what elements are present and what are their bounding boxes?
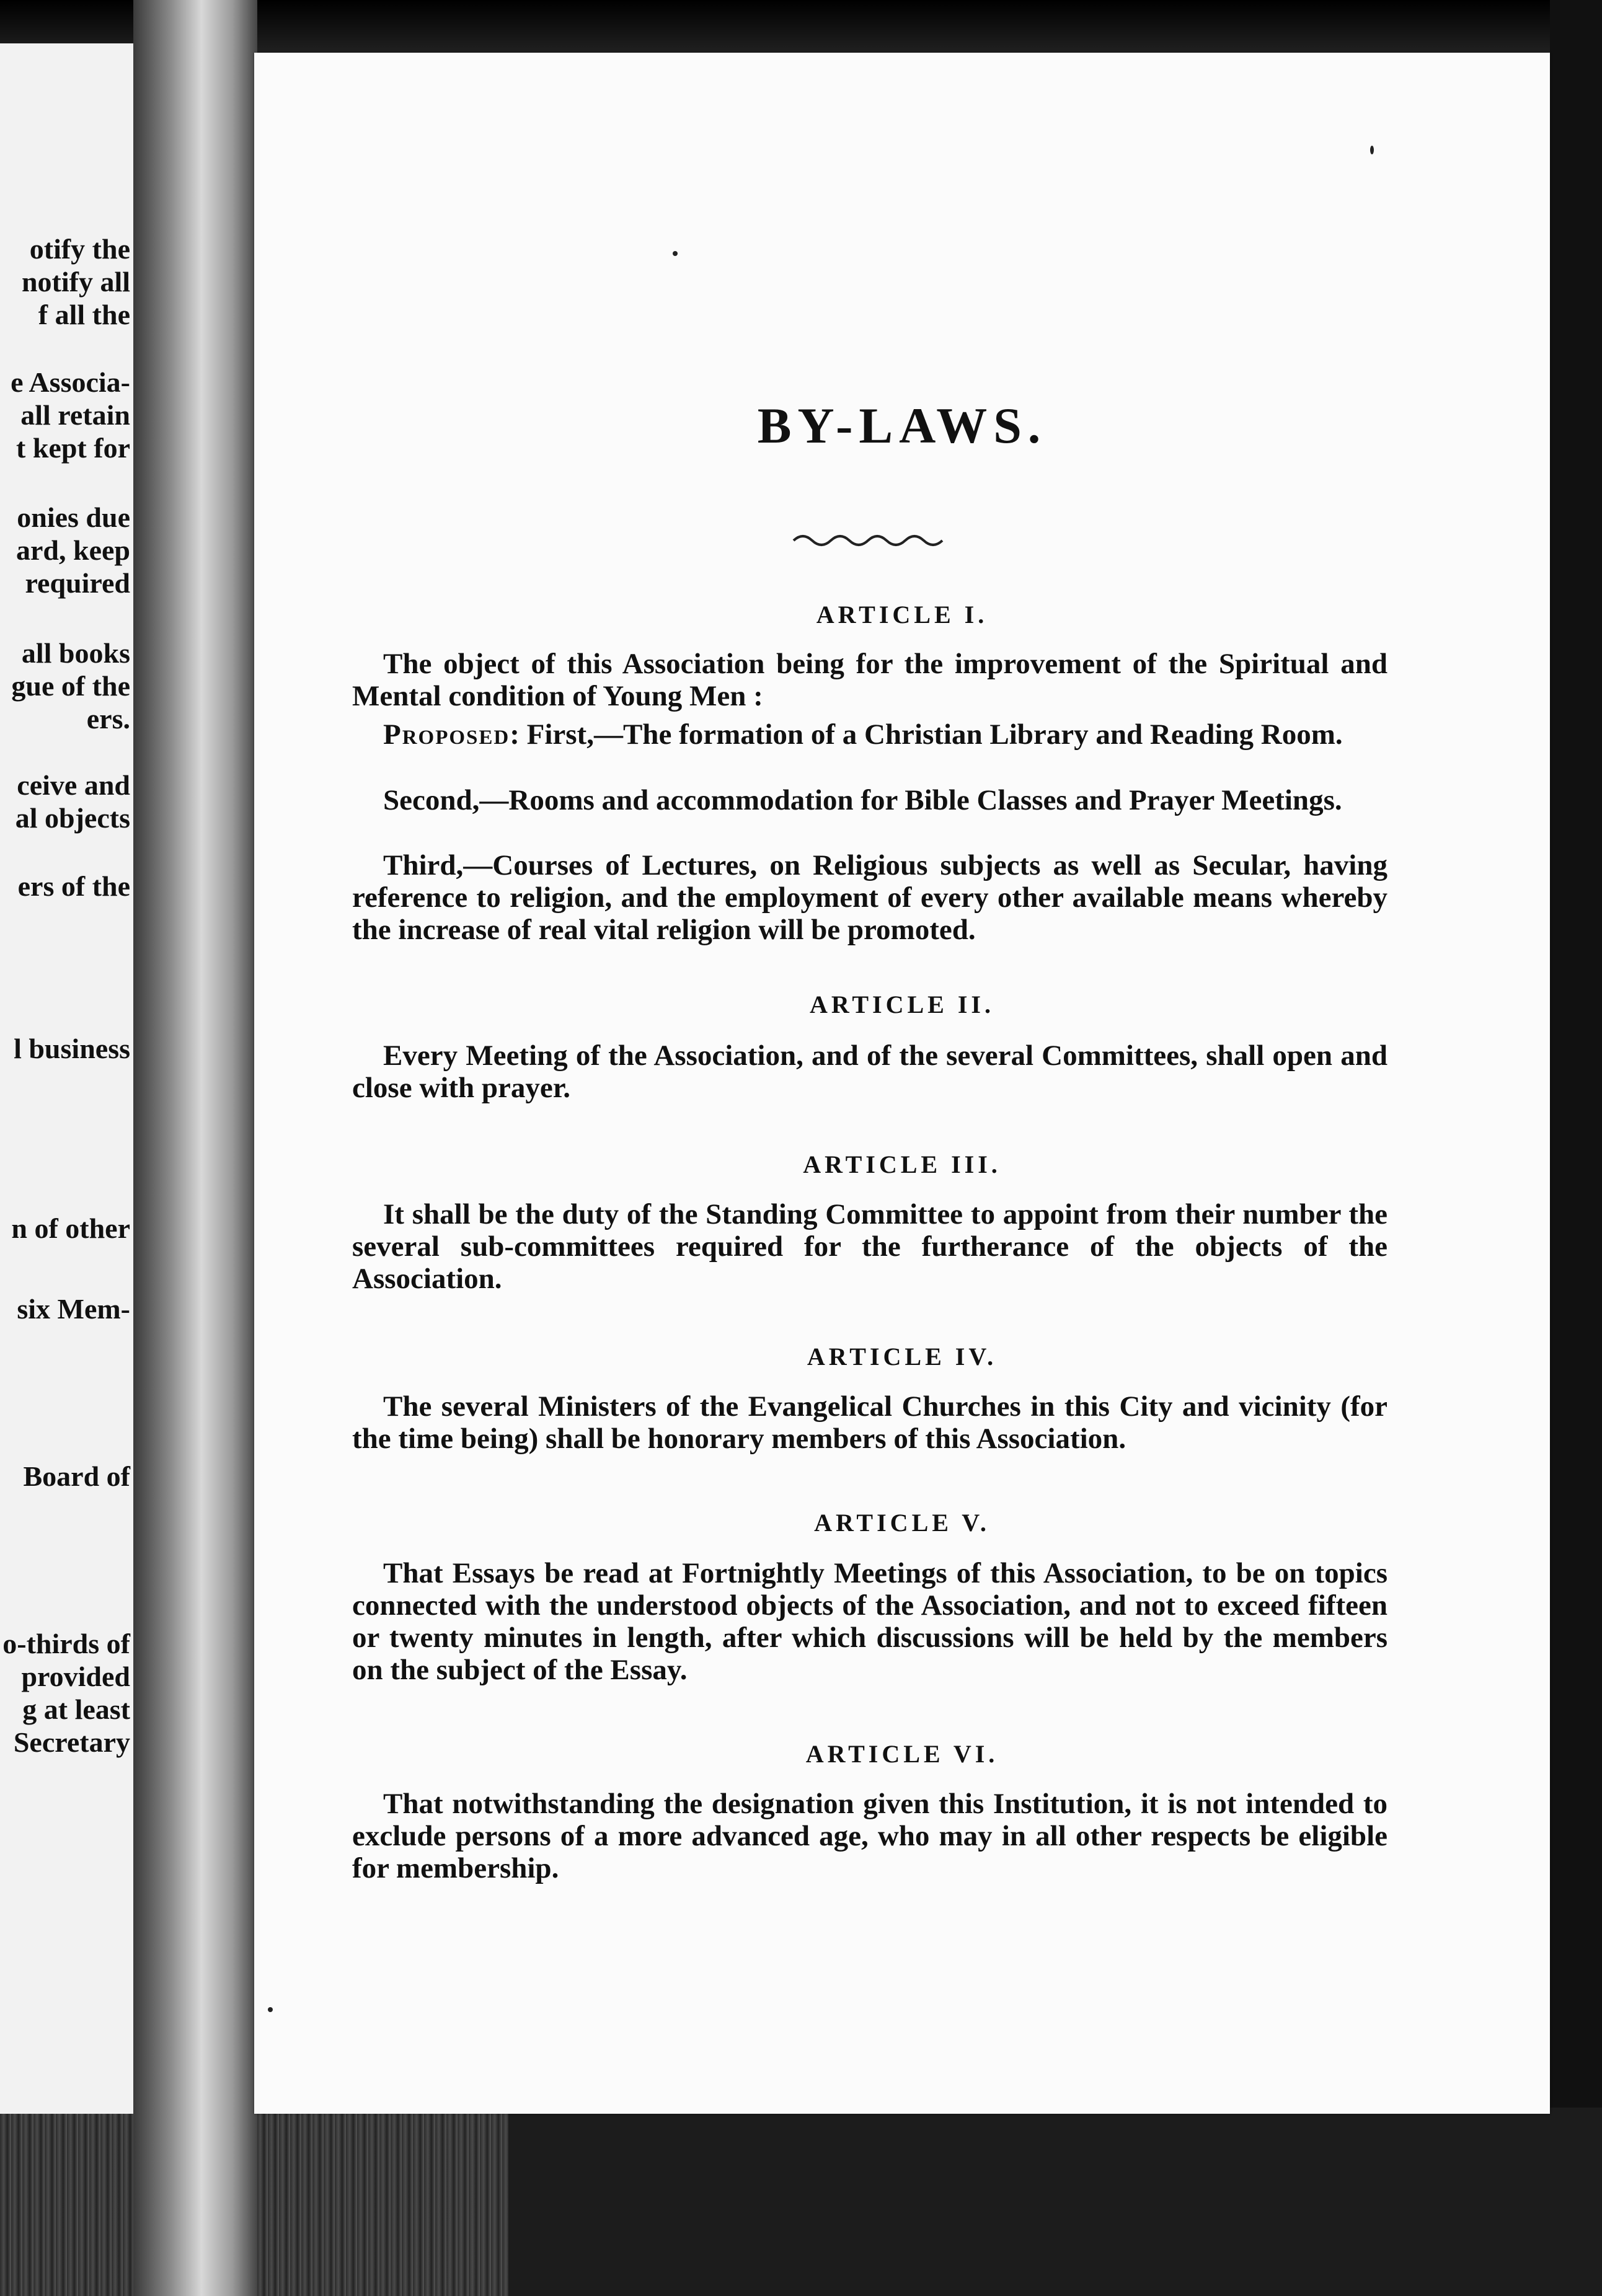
left-line: g at least [22, 1693, 130, 1725]
left-line: all retain [20, 399, 130, 431]
speck [268, 2007, 273, 2012]
article-3-heading: ARTICLE III. [803, 1150, 1001, 1178]
article-1-heading: ARTICLE I. [816, 601, 988, 629]
article-1-third [352, 849, 1387, 946]
article-6-text [352, 1788, 1387, 1884]
article-2-heading: ARTICLE II. [810, 991, 994, 1018]
article-1-intro [352, 648, 1387, 712]
article-1-third-text: Third,—Courses of Lectures, on Religious subjects as well as Secular, having reference to religion, and the employment of every other available means whereby the increase of real vital religion will be promoted. [352, 849, 1387, 946]
article-4-heading: ARTICLE IV. [807, 1343, 998, 1371]
proposed-text: : First,—The formation of a Christian Library and Reading Room. [510, 718, 1343, 751]
proposed-label: Proposed [383, 718, 510, 751]
wavy-rule-ornament [790, 527, 945, 552]
left-line: o-thirds of [2, 1628, 130, 1659]
article-1-intro-text: The object of this Association being for the improvement of the Spiritual and Mental condition of Young Men : [352, 648, 1387, 712]
article-3-text [352, 1198, 1387, 1295]
left-line: t kept for [16, 432, 130, 464]
left-line: all books [21, 637, 130, 669]
left-line: required [25, 567, 130, 599]
left-line: ers. [86, 703, 130, 735]
article-6-body: That notwithstanding the designation given this Institution, it is not intended to exclude persons of a more advanced age, who may in all other respects be eligible for membership. [352, 1788, 1387, 1884]
article-5-text [352, 1557, 1387, 1686]
left-line: ceive and [17, 769, 130, 801]
article-5-body: That Essays be read at Fortnightly Meetings of this Association, to be on topics connected with the understood objects of the Association, and not to exceed fifteen or twenty minutes in length, after which discussions will be held by the members on the subject of the Essay. [352, 1557, 1387, 1686]
left-line: l business [14, 1033, 130, 1064]
left-line: ers of the [17, 870, 130, 902]
left-line: Board of [23, 1460, 130, 1492]
article-1-second [352, 784, 1387, 816]
left-line: al objects [15, 802, 130, 834]
left-line: ard, keep [16, 534, 130, 566]
left-line: onies due [17, 501, 130, 533]
left-line: provided [21, 1661, 130, 1692]
speck [1370, 146, 1374, 154]
left-line: six Mem- [17, 1293, 130, 1325]
article-2-text [352, 1040, 1387, 1104]
article-1-second-text: Second,—Rooms and accommodation for Bible Classes and Prayer Meetings. [383, 784, 1342, 816]
article-6-heading: ARTICLE VI. [805, 1740, 999, 1768]
left-line: f all the [38, 299, 130, 330]
left-line: Secretary [13, 1726, 130, 1758]
article-1-proposed [352, 718, 1387, 751]
article-4-text [352, 1390, 1387, 1455]
article-4-body: The several Ministers of the Evangelical Churches in this City and vicinity (for the time being) shall be honorary members of this Association. [352, 1390, 1387, 1455]
left-line: notify all [21, 266, 130, 298]
left-page-fragment [0, 43, 143, 2114]
left-line: n of other [11, 1212, 130, 1244]
article-2-body: Every Meeting of the Association, and of the several Committees, shall open and close with prayer. [352, 1040, 1387, 1104]
scan-border-right [1550, 0, 1602, 2296]
speck [673, 251, 678, 256]
book-gutter [133, 0, 257, 2296]
article-5-heading: ARTICLE V. [814, 1509, 990, 1537]
left-line: e Associa- [11, 366, 130, 398]
left-line: gue of the [11, 670, 130, 702]
page-title: BY-LAWS. [757, 397, 1047, 454]
article-3-body: It shall be the duty of the Standing Committee to appoint from their number the several sub-committees required for the furtherance of the objects of the Association. [352, 1198, 1387, 1295]
left-line: otify the [29, 233, 130, 265]
